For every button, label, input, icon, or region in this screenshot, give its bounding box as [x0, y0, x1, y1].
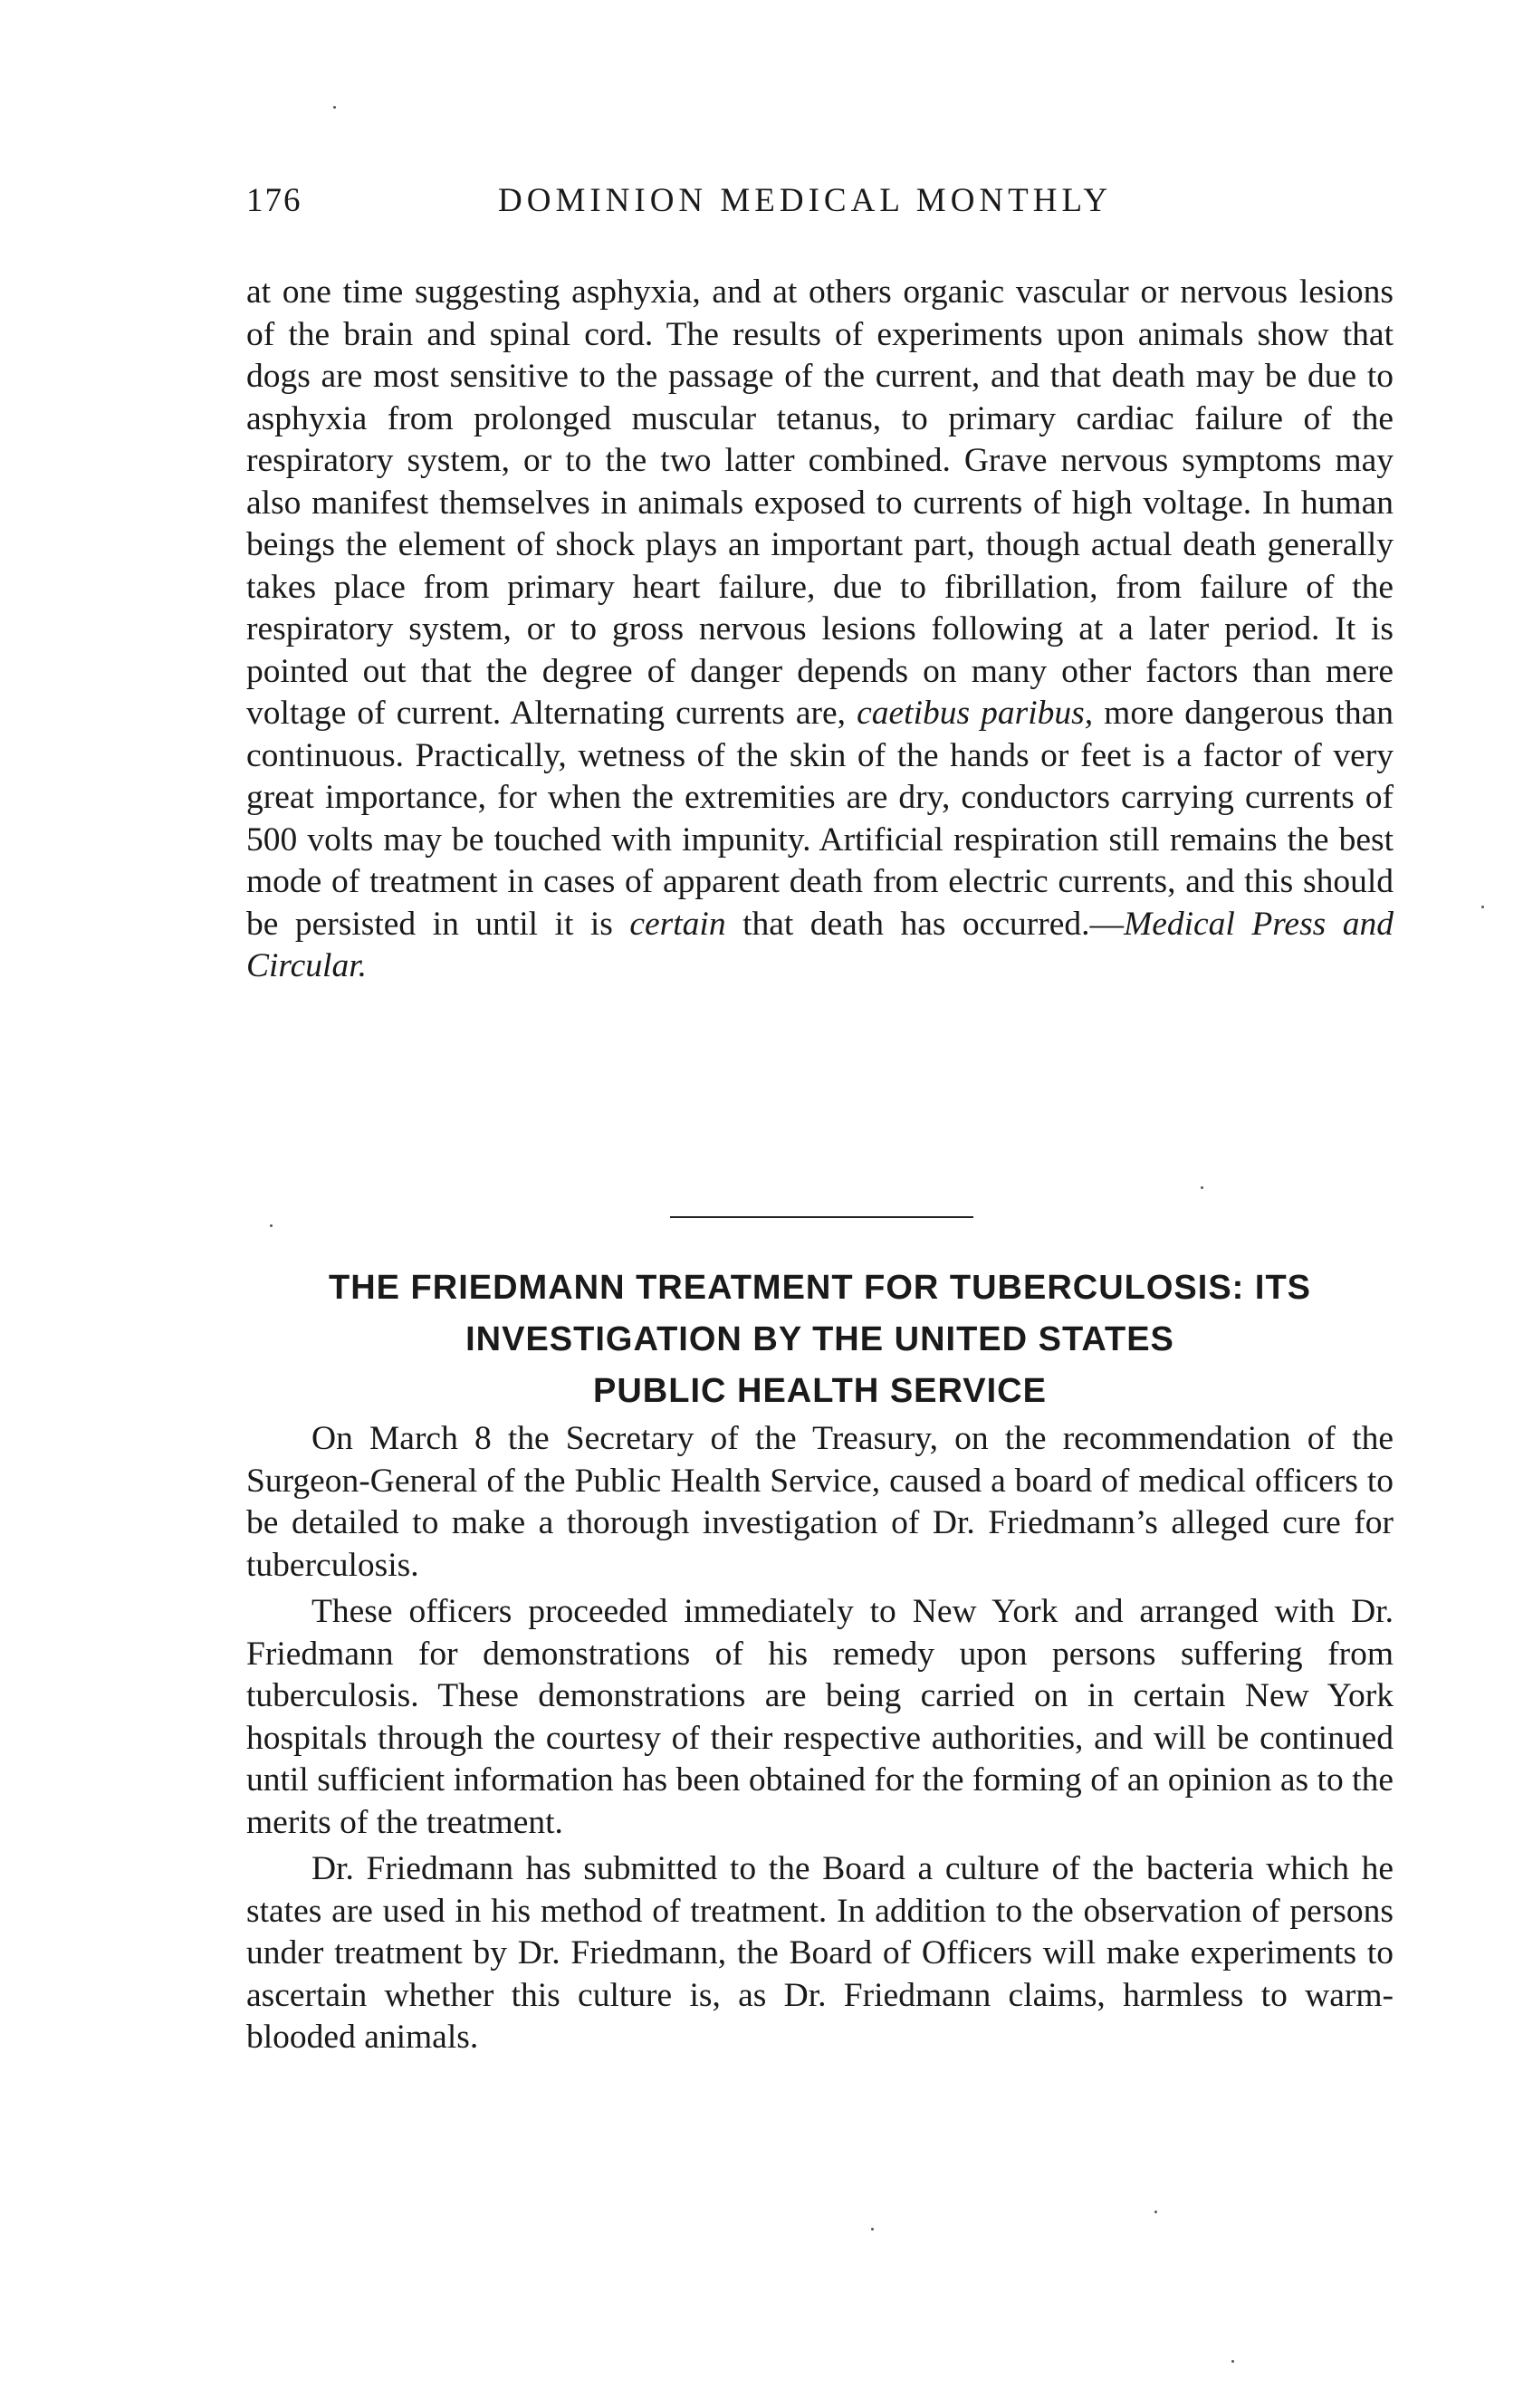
article-title-line: INVESTIGATION BY THE UNITED STATES — [465, 1320, 1174, 1358]
journal-title: DOMINION MEDICAL MONTHLY — [498, 182, 1113, 219]
scan-speck — [1201, 1186, 1203, 1189]
article-paragraph: On March 8 the Secretary of the Treasury, on the recommendation of the Surgeon-General of the Public Health Service, caused a board of medical officers to be detailed to make a thorough investigation of Dr. Friedmann’s alleged cure for tuberculosis. — [246, 1420, 1394, 1584]
article-paragraph: Dr. Friedmann has submitted to the Board a culture of the bacteria which he states are used in his method of treatment. In addition to the observation of persons under treatment by Dr. Friedmann, the Board of Officers will make experiments to ascertain whether this culture is, as Dr. Friedmann claims, harmless to warm-blooded animals. — [246, 1850, 1394, 2056]
running-header — [246, 181, 1152, 235]
scan-speck — [270, 1224, 273, 1227]
article-title — [246, 1262, 1394, 1417]
article-title-line: THE FRIEDMANN TREATMENT FOR TUBERCULOSIS: ITS — [328, 1269, 1312, 1307]
article-paragraph: These officers proceeded immediately to New York and arranged with Dr. Friedmann for demonstrations of his remedy upon persons suffering from tuberculosis. These demonstrations are being carried on in certain New York hospitals through the courtesy of their respective authorities, and will be continued until sufficient information has been obtained for the forming of an opinion as to the merits of the treatment. — [246, 1593, 1394, 1841]
scan-speck — [333, 106, 336, 109]
article-title-line: PUBLIC HEALTH SERVICE — [593, 1372, 1047, 1410]
paragraph-text: that death has occurred.— — [725, 905, 1124, 943]
scan-speck — [1154, 2211, 1157, 2213]
italic-phrase: caetibus paribus, — [857, 695, 1094, 732]
source-citation: Medical Press and Circular. — [246, 905, 1394, 984]
paragraph-text: more dangerous than continuous. Practically, wetness of the skin of the hands or feet is a factor of very great importance, for when the extremities are dry, conductors carrying currents of 500 volts may be touched with impunity. Artificial respiration still remains the best mode of treatment in cases of apparent death from electric currents, and this should be persisted in until it is — [246, 695, 1394, 943]
scan-speck — [871, 2228, 874, 2231]
paragraph-text: at one time suggesting asphyxia, and at others organic vascular or nervous lesions of the brain and spinal cord. The results of experiments upon animals show that dogs are most sensitive to the passage of the current, and that death may be due to asphyxia from prolonged muscular tetanus, to primary cardiac failure of the respiratory system, or to the two latter combined. Grave nervous symptoms may also manifest themselves in animals exposed to currents of high voltage. In human beings the element of shock plays an important part, though actual death generally takes place from primary heart failure, due to fibrillation, from failure of the respiratory system, or to gross nervous lesions following at a later period. It is pointed out that the degree of danger depends on many other factors than mere voltage of current. Alternating currents are, — [246, 273, 1394, 732]
scan-speck — [1231, 2360, 1234, 2363]
article-body — [246, 1418, 1394, 2064]
continued-paragraph — [246, 272, 1394, 988]
scan-speck — [1481, 906, 1484, 908]
page-number: 176 — [246, 182, 302, 219]
section-divider — [670, 1216, 973, 1218]
italic-word: certain — [629, 905, 726, 943]
